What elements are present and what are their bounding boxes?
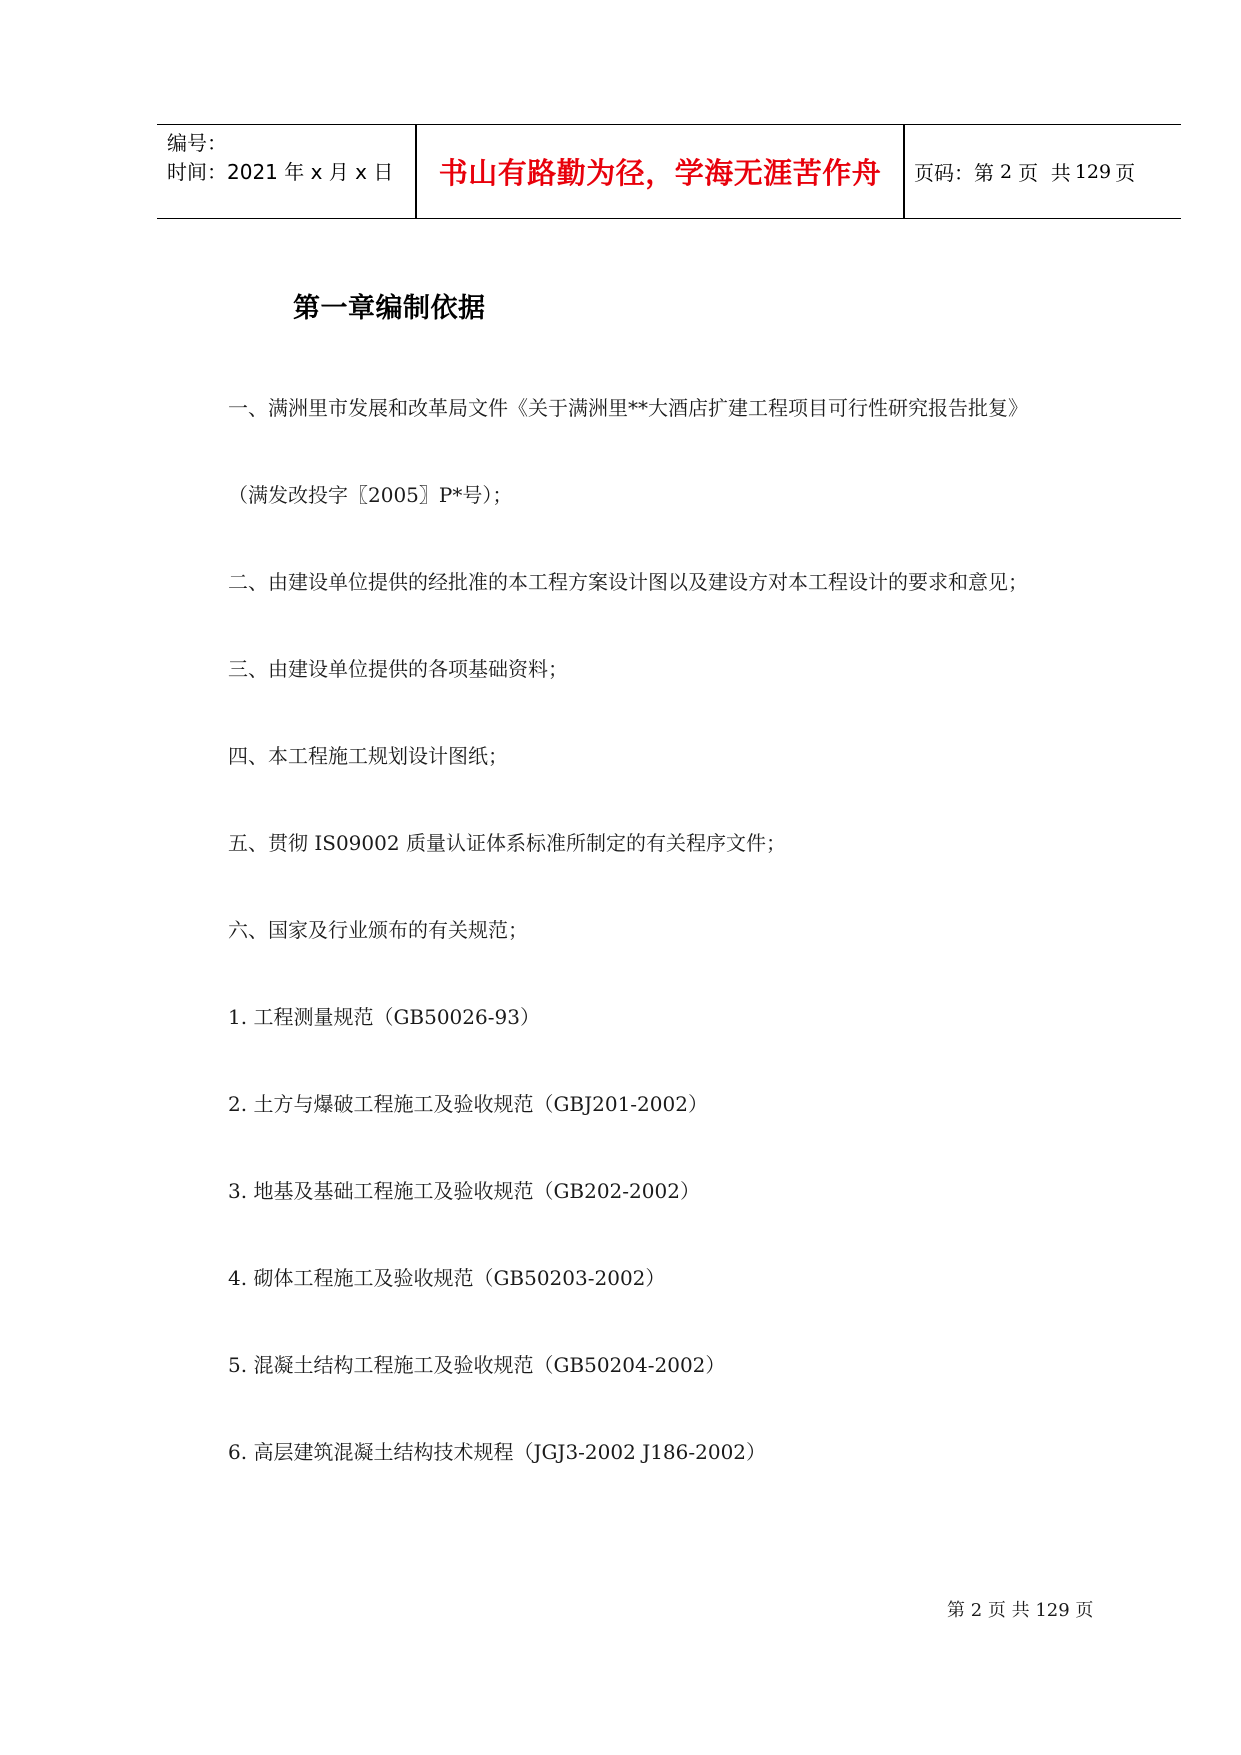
list-item: 4. 砌体工程施工及验收规范（GB50203-2002）: [228, 1266, 666, 1290]
page-current: 2: [1000, 160, 1013, 183]
header-divider-right: [903, 125, 905, 218]
page-total: 129: [1074, 160, 1112, 183]
list-item: 六、国家及行业颁布的有关规范；: [228, 918, 528, 942]
document-header: [157, 124, 1181, 219]
list-item: 1. 工程测量规范（GB50026-93）: [228, 1005, 540, 1029]
page-prefix: 页码：第: [914, 161, 994, 185]
list-item: 3. 地基及基础工程施工及验收规范（GB202-2002）: [228, 1179, 700, 1203]
list-item: （满发改投字〖2005〗P*号）；: [228, 483, 513, 507]
list-item: 四、本工程施工规划设计图纸；: [228, 744, 508, 768]
list-item: 二、由建设单位提供的经批准的本工程方案设计图以及建设方对本工程设计的要求和意见；: [228, 570, 1028, 594]
list-item: 三、由建设单位提供的各项基础资料；: [228, 657, 568, 681]
header-motto: 书山有路勤为径，学海无涯苦作舟: [438, 156, 882, 190]
list-item: 2. 土方与爆破工程施工及验收规范（GBJ201-2002）: [228, 1092, 708, 1116]
page-suffix: 页: [1115, 161, 1136, 185]
list-item: 5. 混凝土结构工程施工及验收规范（GB50204-2002）: [228, 1353, 726, 1377]
time-label: 时间：2021 年 x 月 x 日: [167, 160, 394, 184]
list-item: 五、贯彻 IS09002 质量认证体系标准所制定的有关程序文件；: [228, 831, 786, 855]
list-item: 一、满洲里市发展和改革局文件《关于满洲里**大酒店扩建工程项目可行性研究报告批复》: [228, 396, 1028, 420]
page-footer: 第 2 页 共 129 页: [947, 1600, 1094, 1621]
page-mid: 页 共: [1018, 161, 1071, 185]
header-page-info: [914, 125, 1135, 218]
serial-label: 编号：: [167, 131, 227, 155]
header-meta: [167, 129, 393, 187]
list-item: 6. 高层建筑混凝土结构技术规程（JGJ3-2002 J186-2002）: [228, 1440, 767, 1464]
chapter-title: 第一章编制依据: [293, 293, 486, 324]
